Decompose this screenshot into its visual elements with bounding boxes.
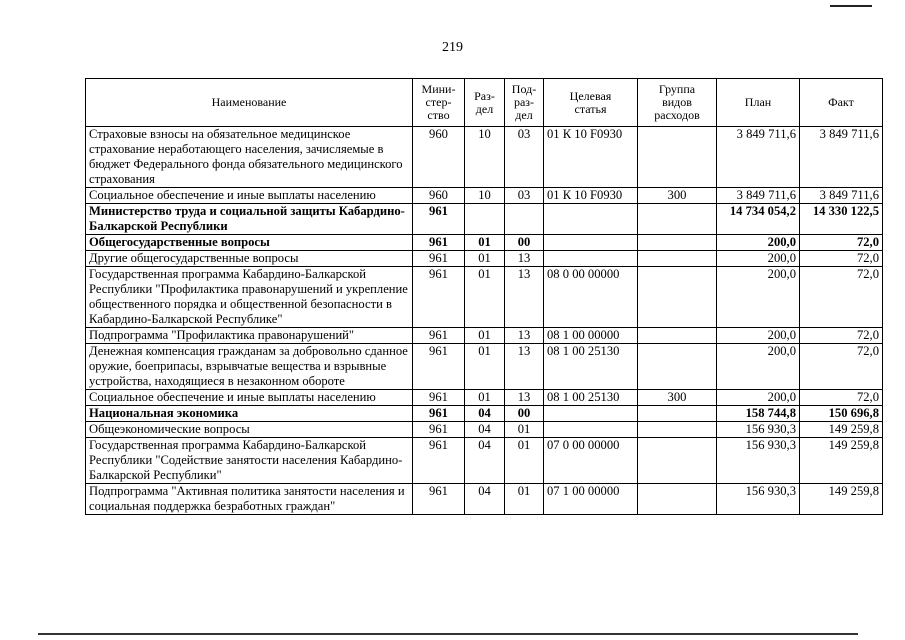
cell-name: Государственная программа Кабардино-Балкарской Республики "Содействие занятости населения Кабардино-Балкарской Республики" <box>86 438 413 484</box>
cell-ministry: 961 <box>413 406 465 422</box>
cell-section: 01 <box>465 344 505 390</box>
cell-group <box>638 484 717 515</box>
cell-target: 07 0 00 00000 <box>544 438 638 484</box>
cell-name: Страховые взносы на обязательное медицинское страхование неработающего населения, зачисляемые в бюджет Федерального фонда обязательного медицинского страхования <box>86 127 413 188</box>
cell-section <box>465 204 505 235</box>
cell-group <box>638 267 717 328</box>
cell-fact: 149 259,8 <box>800 422 883 438</box>
cell-fact: 72,0 <box>800 390 883 406</box>
cell-target <box>544 422 638 438</box>
cell-subsection: 13 <box>505 390 544 406</box>
cell-subsection: 13 <box>505 251 544 267</box>
cell-section: 01 <box>465 267 505 328</box>
cell-ministry: 961 <box>413 390 465 406</box>
cell-plan: 200,0 <box>717 390 800 406</box>
cell-ministry: 961 <box>413 484 465 515</box>
cell-ministry: 961 <box>413 438 465 484</box>
table-row <box>86 344 883 390</box>
cell-group <box>638 328 717 344</box>
cell-subsection: 01 <box>505 438 544 484</box>
cell-group <box>638 204 717 235</box>
table-row <box>86 188 883 204</box>
cell-target: 01 К 10 F0930 <box>544 188 638 204</box>
cell-fact: 3 849 711,6 <box>800 188 883 204</box>
page-number: 219 <box>442 40 463 55</box>
cell-name: Подпрограмма "Активная политика занятости населения и социальная поддержка безработных граждан" <box>86 484 413 515</box>
top-rule <box>830 5 872 7</box>
cell-section: 01 <box>465 235 505 251</box>
cell-subsection: 13 <box>505 267 544 328</box>
cell-group <box>638 422 717 438</box>
cell-plan: 3 849 711,6 <box>717 127 800 188</box>
cell-subsection: 00 <box>505 406 544 422</box>
cell-plan: 200,0 <box>717 235 800 251</box>
header-target: Целевая статья <box>544 79 638 127</box>
cell-subsection: 01 <box>505 422 544 438</box>
budget-table <box>85 78 883 515</box>
cell-name: Подпрограмма "Профилактика правонарушений" <box>86 328 413 344</box>
cell-ministry: 961 <box>413 328 465 344</box>
cell-ministry: 961 <box>413 251 465 267</box>
table-row <box>86 328 883 344</box>
header-ministry: Мини- стер- ство <box>413 79 465 127</box>
header-name: Наименование <box>86 79 413 127</box>
cell-fact: 149 259,8 <box>800 438 883 484</box>
cell-ministry: 960 <box>413 188 465 204</box>
cell-fact: 72,0 <box>800 235 883 251</box>
header-group: Группа видов расходов <box>638 79 717 127</box>
cell-fact: 150 696,8 <box>800 406 883 422</box>
cell-fact: 14 330 122,5 <box>800 204 883 235</box>
cell-ministry: 961 <box>413 422 465 438</box>
cell-fact: 3 849 711,6 <box>800 127 883 188</box>
cell-section: 01 <box>465 251 505 267</box>
cell-group <box>638 235 717 251</box>
cell-subsection: 13 <box>505 328 544 344</box>
cell-name: Министерство труда и социальной защиты Кабардино-Балкарской Республики <box>86 204 413 235</box>
table-row <box>86 235 883 251</box>
cell-ministry: 961 <box>413 267 465 328</box>
cell-section: 10 <box>465 127 505 188</box>
table-row <box>86 422 883 438</box>
cell-section: 04 <box>465 406 505 422</box>
cell-ministry: 960 <box>413 127 465 188</box>
cell-fact: 72,0 <box>800 328 883 344</box>
header-subsection: Под- раз- дел <box>505 79 544 127</box>
cell-name: Социальное обеспечение и иные выплаты населению <box>86 390 413 406</box>
cell-target: 07 1 00 00000 <box>544 484 638 515</box>
cell-subsection: 00 <box>505 235 544 251</box>
cell-section: 04 <box>465 438 505 484</box>
cell-section: 10 <box>465 188 505 204</box>
cell-fact: 149 259,8 <box>800 484 883 515</box>
table-header-row <box>86 79 883 127</box>
table-row <box>86 127 883 188</box>
cell-subsection <box>505 204 544 235</box>
cell-name: Денежная компенсация гражданам за добровольно сданное оружие, боеприпасы, взрывчатые вещества и взрывные устройства, находящиеся в незаконном обороте <box>86 344 413 390</box>
cell-group <box>638 406 717 422</box>
cell-target <box>544 235 638 251</box>
cell-plan: 156 930,3 <box>717 438 800 484</box>
table-row <box>86 484 883 515</box>
cell-section: 04 <box>465 422 505 438</box>
cell-group <box>638 251 717 267</box>
cell-subsection: 13 <box>505 344 544 390</box>
table-row <box>86 251 883 267</box>
cell-name: Общегосударственные вопросы <box>86 235 413 251</box>
cell-section: 01 <box>465 328 505 344</box>
cell-subsection: 01 <box>505 484 544 515</box>
cell-fact: 72,0 <box>800 267 883 328</box>
cell-plan: 200,0 <box>717 251 800 267</box>
cell-ministry: 961 <box>413 235 465 251</box>
cell-target: 08 0 00 00000 <box>544 267 638 328</box>
header-plan: План <box>717 79 800 127</box>
cell-subsection: 03 <box>505 188 544 204</box>
cell-plan: 200,0 <box>717 328 800 344</box>
cell-target <box>544 406 638 422</box>
cell-target: 01 К 10 F0930 <box>544 127 638 188</box>
cell-section: 01 <box>465 390 505 406</box>
table-row <box>86 438 883 484</box>
cell-fact: 72,0 <box>800 251 883 267</box>
table-row <box>86 267 883 328</box>
cell-group <box>638 438 717 484</box>
cell-group <box>638 344 717 390</box>
cell-ministry: 961 <box>413 344 465 390</box>
cell-name: Другие общегосударственные вопросы <box>86 251 413 267</box>
cell-target: 08 1 00 00000 <box>544 328 638 344</box>
cell-target <box>544 204 638 235</box>
cell-target: 08 1 00 25130 <box>544 344 638 390</box>
cell-plan: 158 744,8 <box>717 406 800 422</box>
cell-name: Национальная экономика <box>86 406 413 422</box>
cell-fact: 72,0 <box>800 344 883 390</box>
cell-plan: 200,0 <box>717 344 800 390</box>
table-row <box>86 390 883 406</box>
cell-plan: 156 930,3 <box>717 484 800 515</box>
header-section: Раз- дел <box>465 79 505 127</box>
bottom-rule <box>38 633 858 635</box>
cell-ministry: 961 <box>413 204 465 235</box>
header-fact: Факт <box>800 79 883 127</box>
cell-plan: 14 734 054,2 <box>717 204 800 235</box>
cell-name: Государственная программа Кабардино-Балкарской Республики "Профилактика правонарушений и укрепление общественного порядка и общественной безопасности в Кабардино-Балкарской Республике" <box>86 267 413 328</box>
cell-group: 300 <box>638 390 717 406</box>
table-row <box>86 406 883 422</box>
cell-target: 08 1 00 25130 <box>544 390 638 406</box>
cell-plan: 200,0 <box>717 267 800 328</box>
cell-plan: 156 930,3 <box>717 422 800 438</box>
cell-name: Социальное обеспечение и иные выплаты населению <box>86 188 413 204</box>
cell-subsection: 03 <box>505 127 544 188</box>
table-row <box>86 204 883 235</box>
cell-group: 300 <box>638 188 717 204</box>
cell-target <box>544 251 638 267</box>
cell-group <box>638 127 717 188</box>
cell-plan: 3 849 711,6 <box>717 188 800 204</box>
cell-section: 04 <box>465 484 505 515</box>
cell-name: Общеэкономические вопросы <box>86 422 413 438</box>
